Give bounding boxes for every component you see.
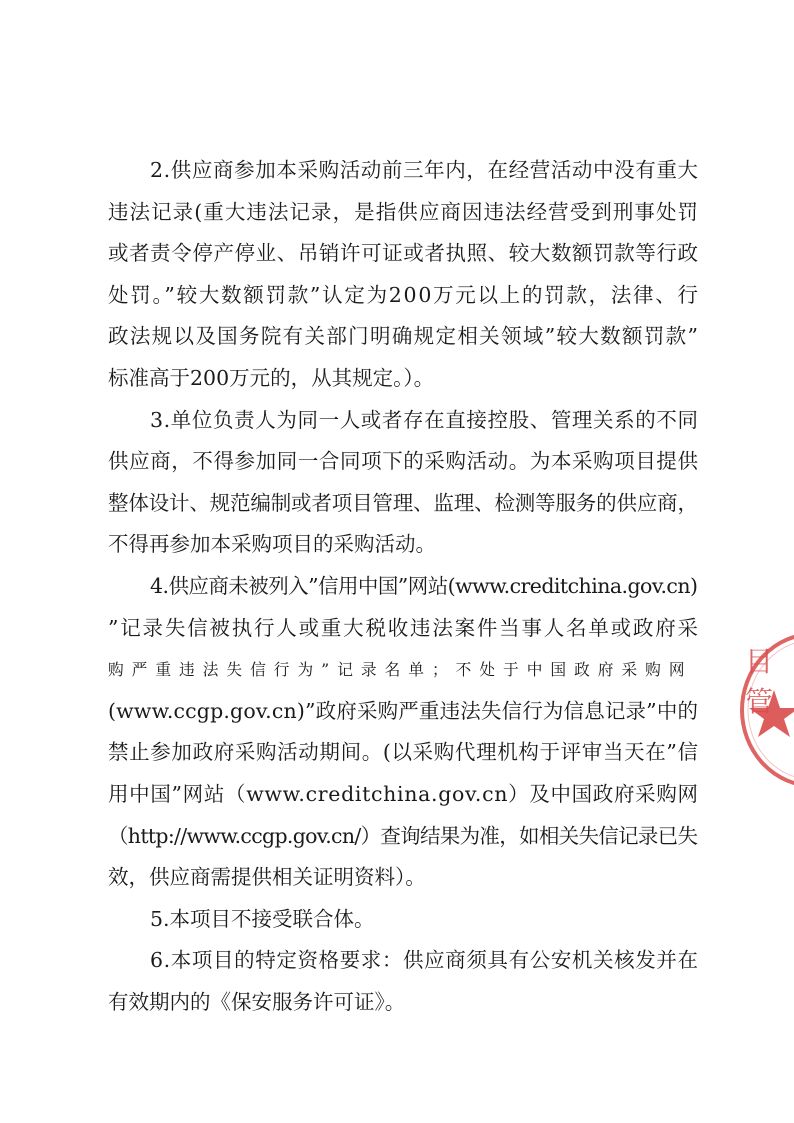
text-line: 违法记录(重大违法记录，是指供应商因违法经营受到刑事处罚 (108, 199, 700, 224)
paragraph-2-line-4 (108, 275, 698, 317)
text-line: 5.本项目不接受联合体。 (150, 906, 375, 931)
paragraph-2-line-6 (108, 358, 698, 400)
paragraph-2-line-5 (108, 316, 698, 358)
seal-text: 目管 (745, 645, 776, 718)
text-line: 2.供应商参加本采购活动前三年内，在经营活动中没有重大 (150, 158, 699, 182)
paragraph-6-line-1 (108, 940, 698, 982)
paragraph-4-line-5 (108, 732, 698, 774)
text-line: （http://www.ccgp.gov.cn/）查询结果为准，如相关失信记录已失 (108, 823, 698, 848)
text-line: 标准高于200万元的，从其规定。）。 (108, 365, 435, 390)
paragraph-4-line-6 (108, 774, 698, 816)
paragraph-3-line-1 (108, 400, 698, 442)
paragraph-6-line-2 (108, 982, 698, 1024)
paragraph-4-line-3 (108, 649, 698, 691)
text-line: 政法规以及国务院有关部门明确规定相关领域”较大数额罚款” (108, 324, 700, 349)
document-body (108, 150, 698, 1023)
paragraph-4-line-1 (108, 566, 698, 608)
text-line: 有效期内的《保安服务许可证》。 (108, 989, 406, 1014)
paragraph-4-line-2 (108, 608, 698, 650)
text-line: 或者责令停产停业、吊销许可证或者执照、较大数额罚款等行政 (108, 241, 699, 266)
text-line: 不得再参加本采购项目的采购活动。 (108, 532, 436, 557)
paragraph-3-line-2 (108, 441, 698, 483)
text-line: ”记录失信被执行人或重大税收违法案件当事人名单或政府采 (108, 615, 700, 640)
text-line: 整体设计、规范编制或者项目管理、监理、检测等服务的供应商， (108, 490, 698, 515)
paragraph-5-line-1 (108, 899, 698, 941)
text-line: 供应商，不得参加同一合同项下的采购活动。为本采购项目提供 (108, 449, 699, 474)
paragraph-2-line-1 (108, 150, 698, 192)
text-line: 用中国”网站（www.creditchina.gov.cn）及中国政府采购网 (108, 781, 699, 806)
text-line: 禁止参加政府采购活动期间。(以采购代理机构于评审当天在”信 (108, 740, 699, 765)
paragraph-2-line-2 (108, 192, 698, 234)
text-line: (www.ccgp.gov.cn)”政府采购严重违法失信行为信息记录”中的 (108, 698, 699, 723)
paragraph-2-line-3 (108, 233, 698, 275)
text-line: 购严重违法失信行为”记录名单；不处于中国政府采购网 (108, 660, 693, 680)
text-line: 6.本项目的特定资格要求：供应商须具有公安机关核发并在 (150, 948, 699, 973)
paragraph-4-line-7 (108, 816, 698, 858)
paragraph-3-line-3 (108, 483, 698, 525)
text-line: 效，供应商需提供相关证明资料）。 (108, 865, 426, 890)
paragraph-4-line-8 (108, 857, 698, 899)
text-line: 3.单位负责人为同一人或者存在直接控股、管理关系的不同 (150, 407, 699, 432)
text-line: 4.供应商未被列入”信用中国”网站(www.creditchina.gov.cn) (150, 573, 698, 598)
paragraph-3-line-4 (108, 524, 698, 566)
paragraph-4-line-4 (108, 691, 698, 733)
text-line: 处罚。”较大数额罚款”认定为200万元以上的罚款，法律、行 (108, 282, 700, 307)
